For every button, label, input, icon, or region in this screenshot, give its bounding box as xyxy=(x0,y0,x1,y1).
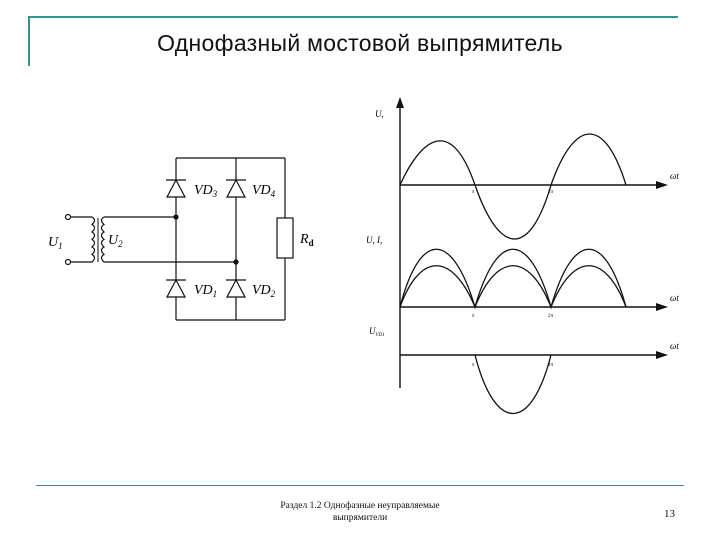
vd3-label: $VD_3$ xyxy=(194,183,218,199)
rd-label: $R_d$ xyxy=(300,232,314,248)
vd3-diode xyxy=(167,180,185,197)
omega-label-3: ωt xyxy=(670,341,679,351)
omega-label-1: ωt xyxy=(670,171,679,181)
terminal-top xyxy=(66,215,71,220)
graph3-axis-label: $U_{VD1}$ xyxy=(369,326,385,338)
vd4-label: $VD_4$ xyxy=(252,183,276,199)
ud-rectified-wave xyxy=(400,249,626,307)
pi-tick-3: π xyxy=(472,363,475,368)
two-pi-tick-1: 2π xyxy=(548,190,554,195)
omega-label-2: ωt xyxy=(670,293,679,303)
two-pi-tick-3: 2π xyxy=(548,363,554,368)
pi-tick-1: π xyxy=(472,190,475,195)
axis-1-arrow xyxy=(656,181,668,189)
load-resistor xyxy=(277,218,293,258)
vertical-axis-arrow xyxy=(396,97,404,108)
page-title: Однофазный мостовой выпрямитель xyxy=(157,30,563,56)
vd2-diode xyxy=(227,280,245,297)
id-rectified-wave xyxy=(400,266,626,307)
u1-label: $U_1$ xyxy=(48,235,63,251)
axis-2-arrow xyxy=(656,303,668,311)
secondary-coil xyxy=(102,217,105,262)
u2-label: $U_2$ xyxy=(108,233,123,249)
waveforms xyxy=(400,134,626,414)
vd2-label: $VD_2$ xyxy=(252,283,276,299)
uvd1-wave xyxy=(475,355,551,414)
two-pi-tick-2: 2π xyxy=(548,314,554,319)
node-right xyxy=(234,260,238,264)
footer-rule xyxy=(36,485,684,486)
axis-3-arrow xyxy=(656,351,668,359)
vd4-diode xyxy=(227,180,245,197)
footer-line-1: Раздел 1.2 Однофазные неуправляемые xyxy=(280,501,440,511)
vd1-label: $VD_1$ xyxy=(194,283,218,299)
pi-tick-2: π xyxy=(472,314,475,319)
page-number: 13 xyxy=(664,508,675,520)
graph2-axis-label: U, I, xyxy=(366,235,383,245)
footer-line-2: выпрямители xyxy=(332,513,388,523)
terminal-bottom xyxy=(66,260,71,265)
graph1-axis-label: U, xyxy=(375,109,384,119)
u2-sine-wave xyxy=(400,134,626,239)
primary-coil xyxy=(92,217,95,262)
footer-caption xyxy=(250,500,470,524)
vd1-diode xyxy=(167,280,185,297)
node-left xyxy=(174,215,178,219)
